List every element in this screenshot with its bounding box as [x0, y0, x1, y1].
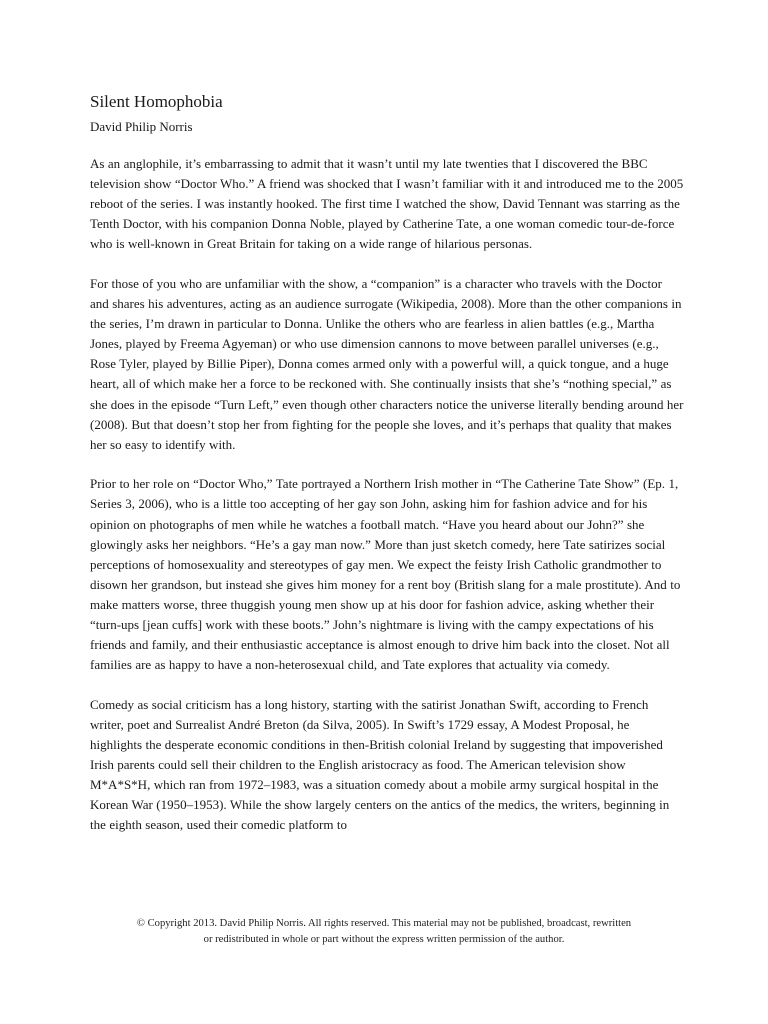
document-title: Silent Homophobia	[90, 92, 223, 111]
paragraph-1: As an anglophile, it’s embarrassing to admit that it wasn’t until my late twenties that I discovered the BBC television show “Doctor Who.” A friend was shocked that I wasn’t familiar with it and introduced me to the 2005 reboot of the series. I was instantly hooked. The first time I watched the show, David Tennant was starring as the Tenth Doctor, with his companion Donna Noble, played by Catherine Tate, a one woman comedic tour-de-force who is well-known in Great Britain for taking on a wide range of hilarious personas.	[90, 156, 684, 252]
document-body	[90, 154, 684, 835]
paragraph-2: For those of you who are unfamiliar with the show, a “companion” is a character who travels with the Doctor and shares his adventures, acting as an audience surrogate (Wikipedia, 2008). More than the other companions in the series, I’m drawn in particular to Donna. Unlike the others who are fearless in alien battles (e.g., Martha Jones, played by Freema Agyeman) or who use dimension cannons to move between parallel universes (e.g., Rose Tyler, played by Billie Piper), Donna comes armed only with a powerful will, a quick tongue, and a huge heart, all of which make her a force to be reckoned with. She continually insists that she’s “nothing special,” as she does in the episode “Turn Left,” even though other characters notice the universe literally bending around her (2008). But that doesn’t stop her from fighting for the people she loves, and it’s perhaps that quality that makes her so easy to identify with.	[90, 275, 684, 452]
paragraph-4: Comedy as social criticism has a long history, starting with the satirist Jonathan Swift, according to French writer, poet and Surrealist André Breton (da Silva, 2005). In Swift’s 1729 essay, A Modest Proposal, he highlights the desperate economic conditions in then-British colonial Ireland by suggesting that impoverished Irish parents could sell their children to the English aristocracy as food. The American television show M*A*S*H, which ran from 1972–1983, was a situation comedy about a mobile army surgical hospital in the Korean War (1950–1953). While the show largely centers on the antics of the medics, the writers, beginning in the eighth season, used their comedic platform to	[90, 696, 670, 833]
copyright-line-2: or redistributed in whole or part without the express written permission of the author.	[203, 933, 565, 945]
copyright-footer	[0, 916, 768, 947]
copyright-line-1: © Copyright 2013. David Philip Norris. All rights reserved. This material may not be published, broadcast, rewritten	[136, 918, 632, 929]
document-page	[90, 92, 684, 855]
document-author: David Philip Norris	[90, 119, 193, 134]
paragraph-3: Prior to her role on “Doctor Who,” Tate portrayed a Northern Irish mother in “The Catherine Tate Show” (Ep. 1, Series 3, 2006), who is a little too accepting of her gay son John, asking him for fashion advice and for his opinion on photographs of men while he watches a football match. “Have you heard about our John?” she glowingly asks her neighbors. “He’s a gay man now.” More than just sketch comedy, here Tate satirizes social perceptions of homosexuality and stereotypes of gay men. We expect the feisty Irish Catholic grandmother to disown her grandson, but instead she gives him money for a rent boy (British slang for a male prostitute). And to make matters worse, three thuggish young men show up at his door for fashion advice, asking whether their “turn-ups [jean cuffs] work with these boots.” John’s nightmare is living with the campy expectations of his friends and family, and their enthusiastic acceptance is almost enough to drive him back into the closet. Not all families are as happy to have a non-heterosexual child, and Tate explores that actuality via comedy.	[90, 476, 681, 673]
